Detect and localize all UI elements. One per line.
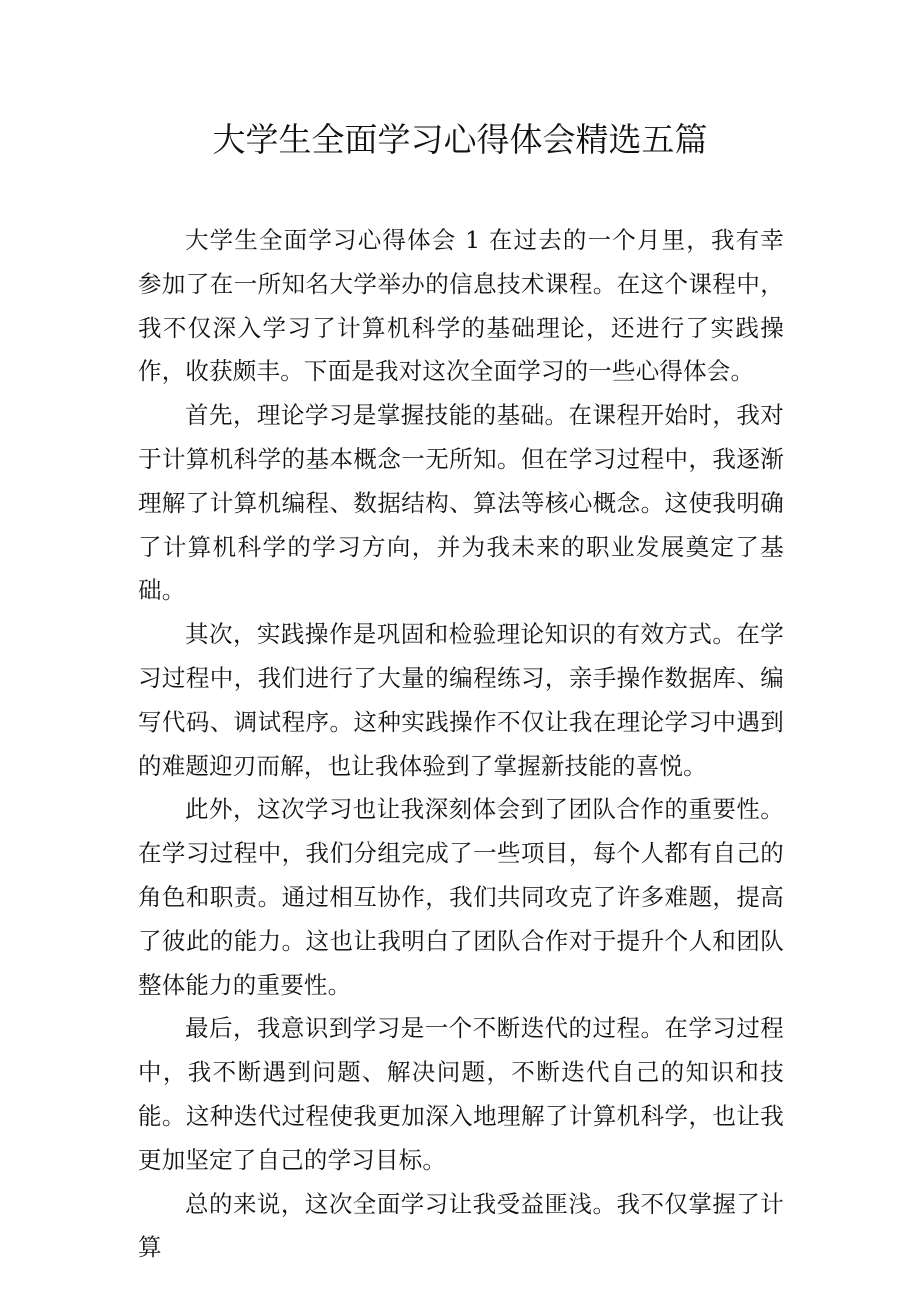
paragraph-4: 此外，这次学习也让我深刻体会到了团队合作的重要性。在学习过程中，我们分组完成了一些项目，每个人都有自己的角色和职责。通过相互协作，我们共同攻克了许多难题，提高了彼此的能力。这也让我明白了团队合作对于提升个人和团队整体能力的重要性。 <box>138 795 784 999</box>
paragraph-1: 大学生全面学习心得体会 1 在过去的一个月里，我有幸参加了在一所知名大学举办的信息技术课程。在这个课程中，我不仅深入学习了计算机科学的基础理论，还进行了实践操作，收获颇丰。下面是我对这次全面学习的一些心得体会。 <box>138 226 784 386</box>
document-title: 大学生全面学习心得体会精选五篇 <box>212 120 708 159</box>
document-body <box>138 219 784 1270</box>
paragraph-5: 最后，我意识到学习是一个不断迭代的过程。在学习过程中，我不断遇到问题、解决问题，不断迭代自己的知识和技能。这种迭代过程使我更加深入地理解了计算机科学，也让我更加坚定了自己的学习目标。 <box>138 1014 784 1174</box>
paragraph-2: 首先，理论学习是掌握技能的基础。在课程开始时，我对于计算机科学的基本概念一无所知。但在学习过程中，我逐渐理解了计算机编程、数据结构、算法等核心概念。这使我明确了计算机科学的学习方向，并为我未来的职业发展奠定了基础。 <box>138 401 784 605</box>
paragraph-6: 总的来说，这次全面学习让我受益匪浅。我不仅掌握了计算 <box>138 1189 784 1262</box>
paragraph-3: 其次，实践操作是巩固和检验理论知识的有效方式。在学习过程中，我们进行了大量的编程练习，亲手操作数据库、编写代码、调试程序。这种实践操作不仅让我在理论学习中遇到的难题迎刃而解，也让我体验到了掌握新技能的喜悦。 <box>138 620 784 780</box>
